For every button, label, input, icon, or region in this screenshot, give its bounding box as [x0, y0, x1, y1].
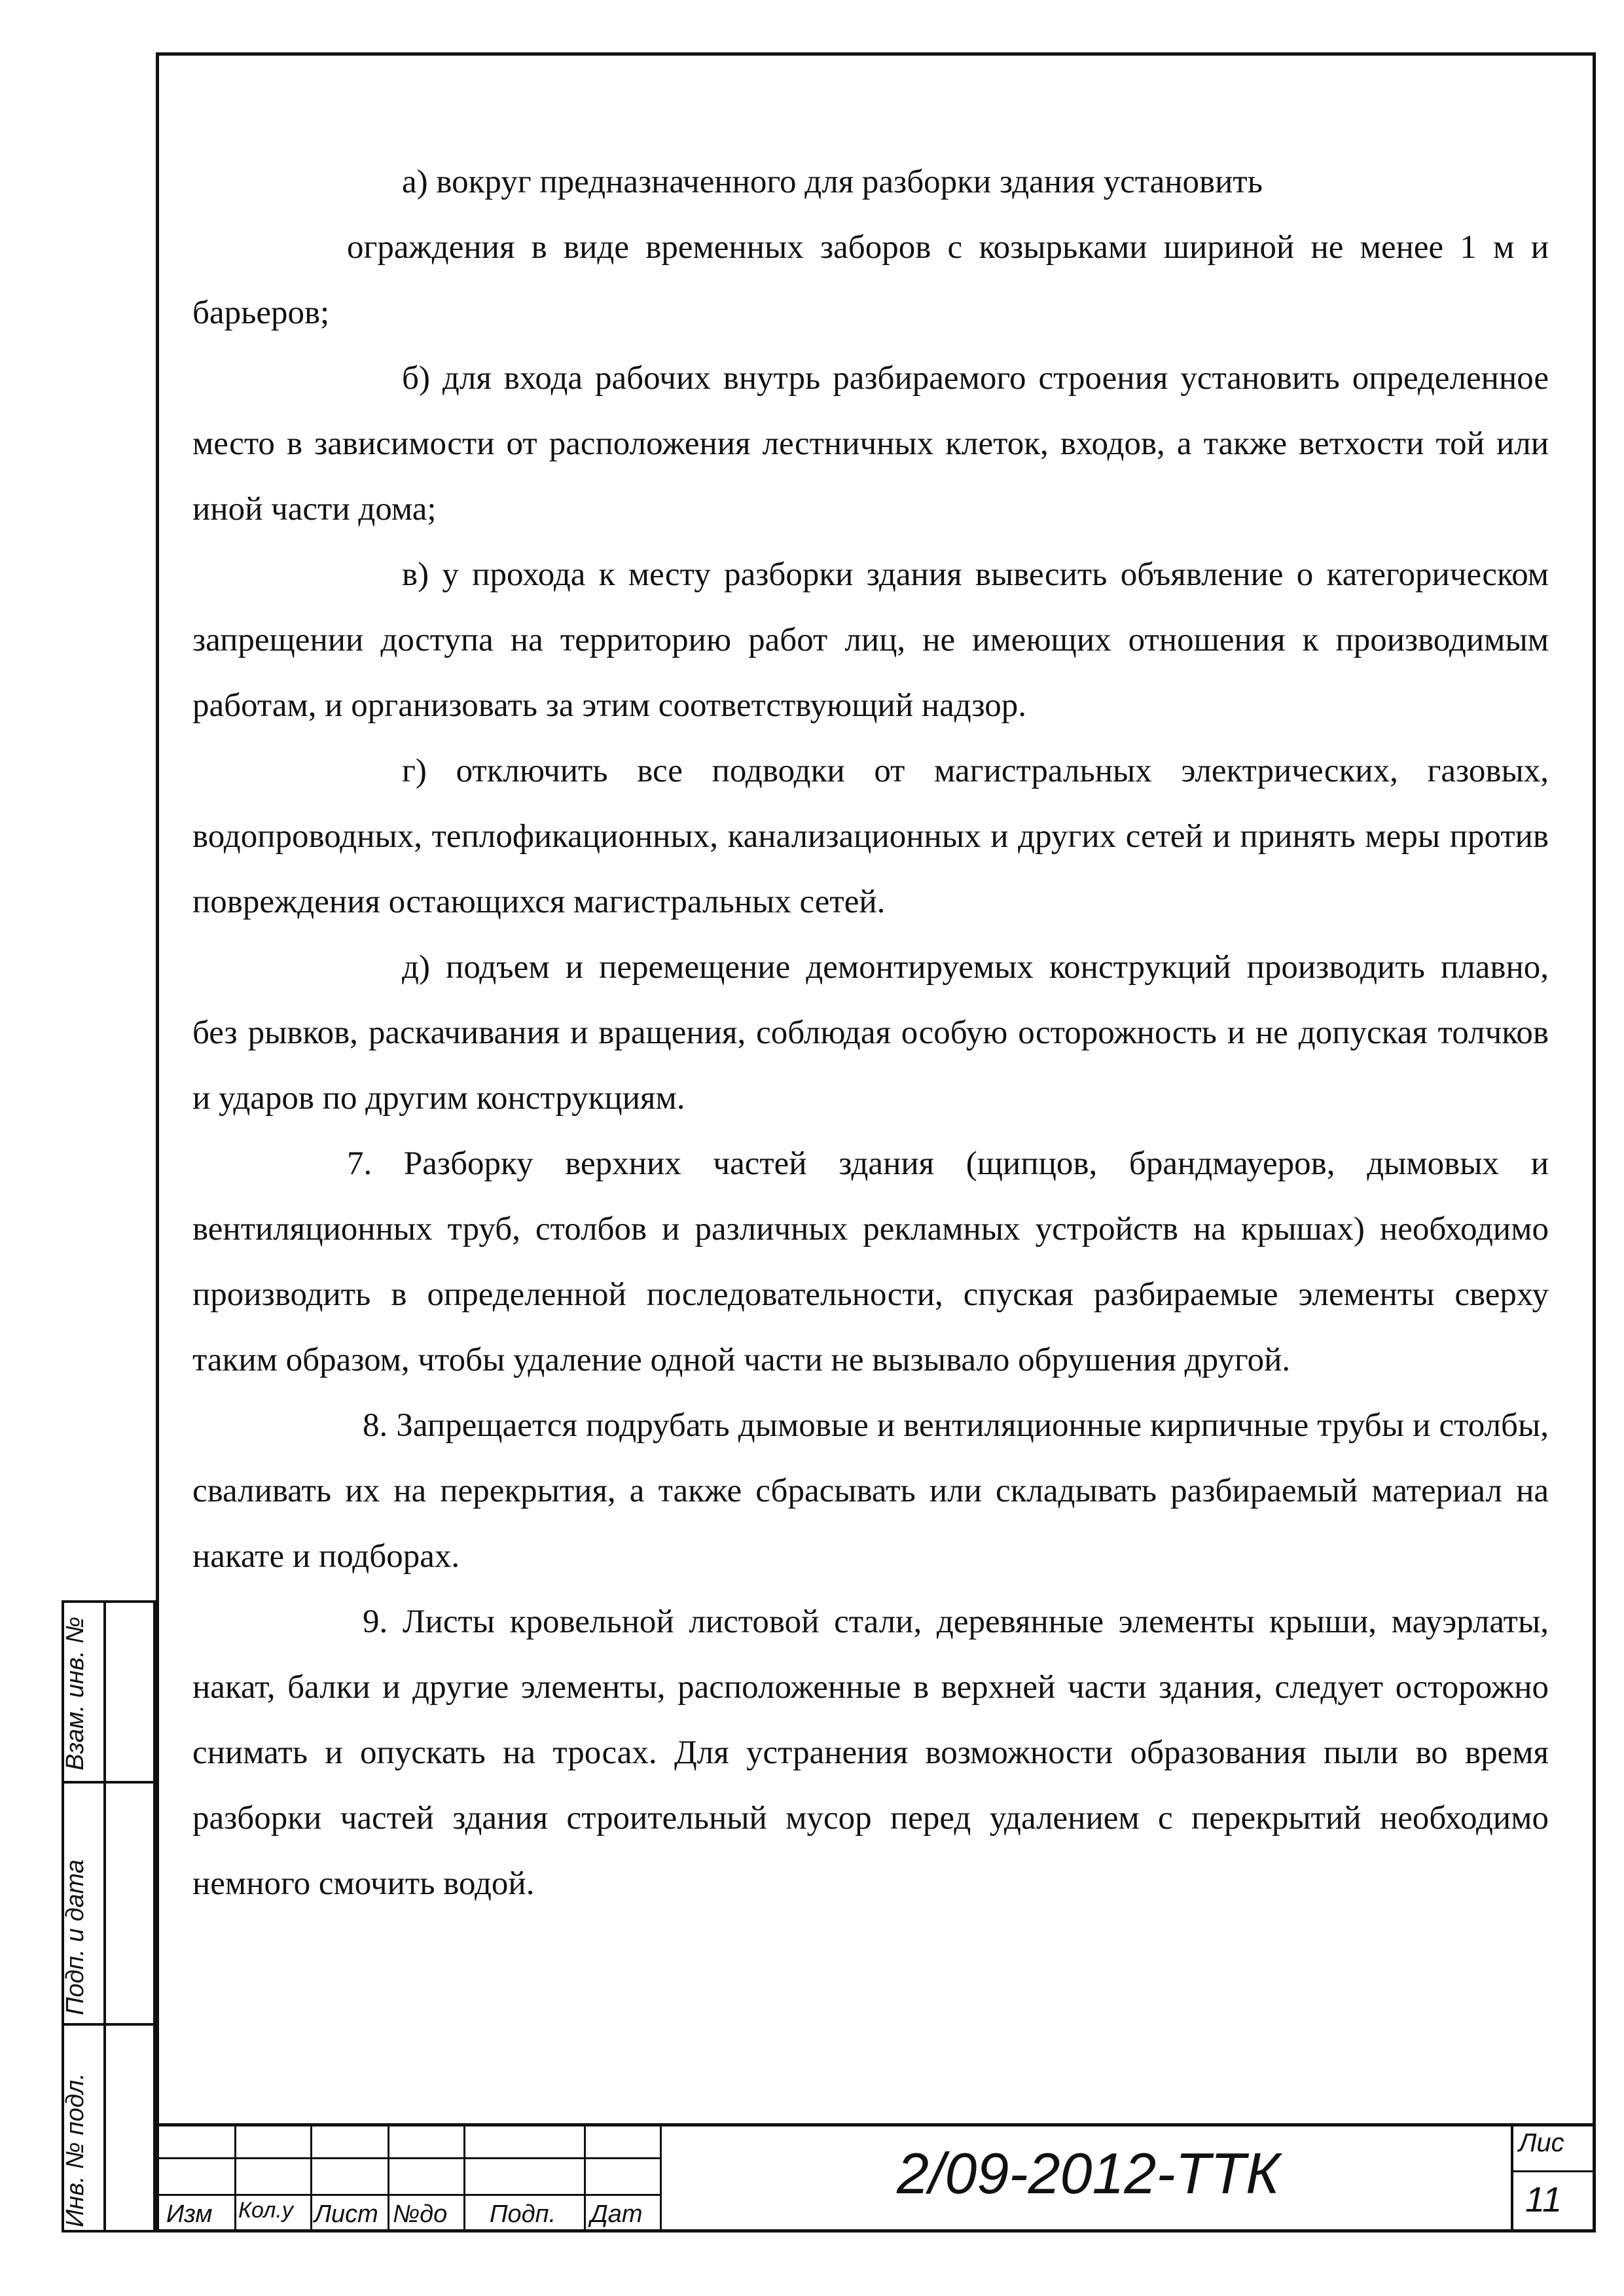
tb-col-sheet — [1511, 2123, 1513, 2233]
sidebar-label-inv-text: Инв. № подл. — [62, 2073, 89, 2227]
sidebar-label-podp-text: Подп. и дата — [62, 1859, 89, 2015]
tb-col-4 — [463, 2123, 465, 2233]
tb-caption-dat: Дат — [590, 2200, 643, 2228]
tb-col-6 — [660, 2123, 662, 2233]
paragraph-a-cont: ограждения в виде временных заборов с козырьками шириной не менее 1 м и барьеров; — [192, 229, 1549, 331]
paragraph-9: 9. Листы кровельной листовой стали, деревянные элементы крыши, мауэрлаты, накат, балки и другие элементы, расположенные в верхней части здания, следует осторожно снимать и опускать на тросах. Для устранения возможности образования пыли во время разборки частей здания строительный мусор перед удалением с перекрытий необходимо немного смочить водой. — [192, 1604, 1549, 1902]
paragraph-7: 7. Разборку верхних частей здания (щипцов, брандмауеров, дымовых и вентиляционных труб, столбов и различных рекламных устройств на крышах) необходимо производить в определенной последовательности, спуская разбираемые элементы сверху таким образом, чтобы удаление одной части не вызывало обрушения другой. — [192, 1145, 1549, 1378]
tb-top-line — [156, 2123, 1596, 2126]
sidebar-label-inv — [62, 2073, 103, 2255]
tb-caption-podp: Подп. — [490, 2200, 556, 2228]
tb-caption-list: Лист — [314, 2200, 378, 2228]
sheet-number: 11 — [1525, 2180, 1562, 2219]
document-body — [192, 149, 1549, 1916]
paragraph-g: г) отключить все подводки от магистральных электрических, газовых, водопроводных, теплофикационных, канализационных и других сетей и принять меры против повреждения остающихся магистральных сетей. — [192, 753, 1549, 920]
tb-caption-kolu: Кол.у — [238, 2198, 293, 2223]
paragraph-b: б) для входа рабочих внутрь разбираемого строения установить определенное место в зависимости от расположения лестничных клеток, входов, а также ветхости той или иной части дома; — [192, 360, 1549, 528]
document-code: 2/09-2012-ТТК — [897, 2141, 1280, 2206]
paragraph-v: в) у прохода к месту разборки здания вывесить объявление о категорическом запрещении доступа на территорию работ лиц, не имеющих отношения к производимым работам, и организовать за этим соответствующий надзор. — [192, 556, 1549, 724]
tb-caption-ndo: №до — [393, 2200, 448, 2228]
tb-col-2 — [310, 2123, 312, 2233]
tb-col-3 — [388, 2123, 389, 2233]
sidebar-label-vzam — [62, 1616, 103, 1799]
sidebar-divider-vertical — [103, 1600, 106, 2233]
tb-caption-izm: Изм — [166, 2200, 213, 2228]
tb-col-5 — [584, 2123, 586, 2233]
sheet-label: Лис — [1519, 2128, 1564, 2157]
title-block — [156, 2123, 1596, 2233]
tb-col-1 — [234, 2123, 236, 2233]
sidebar-label-podp — [62, 1859, 103, 2043]
paragraph-a-line1: а) вокруг предназначенного для разборки здания установить — [402, 164, 1263, 200]
sidebar-stamp — [62, 1600, 156, 2233]
paragraph-8: 8. Запрещается подрубать дымовые и вентиляционные кирпичные трубы и столбы, сваливать их на перекрытия, а также сбрасывать или складывать разбираемый материал на накате и подборах. — [192, 1407, 1549, 1575]
sidebar-label-vzam-text: Взам. инв. № — [62, 1616, 89, 1770]
paragraph-d: д) подъем и перемещение демонтируемых конструкций производить плавно, без рывков, раскачивания и вращения, соблюдая особую осторожность и не допуская толчков и ударов по другим конструкциям. — [192, 949, 1549, 1117]
tb-sheet-line — [1511, 2170, 1596, 2172]
